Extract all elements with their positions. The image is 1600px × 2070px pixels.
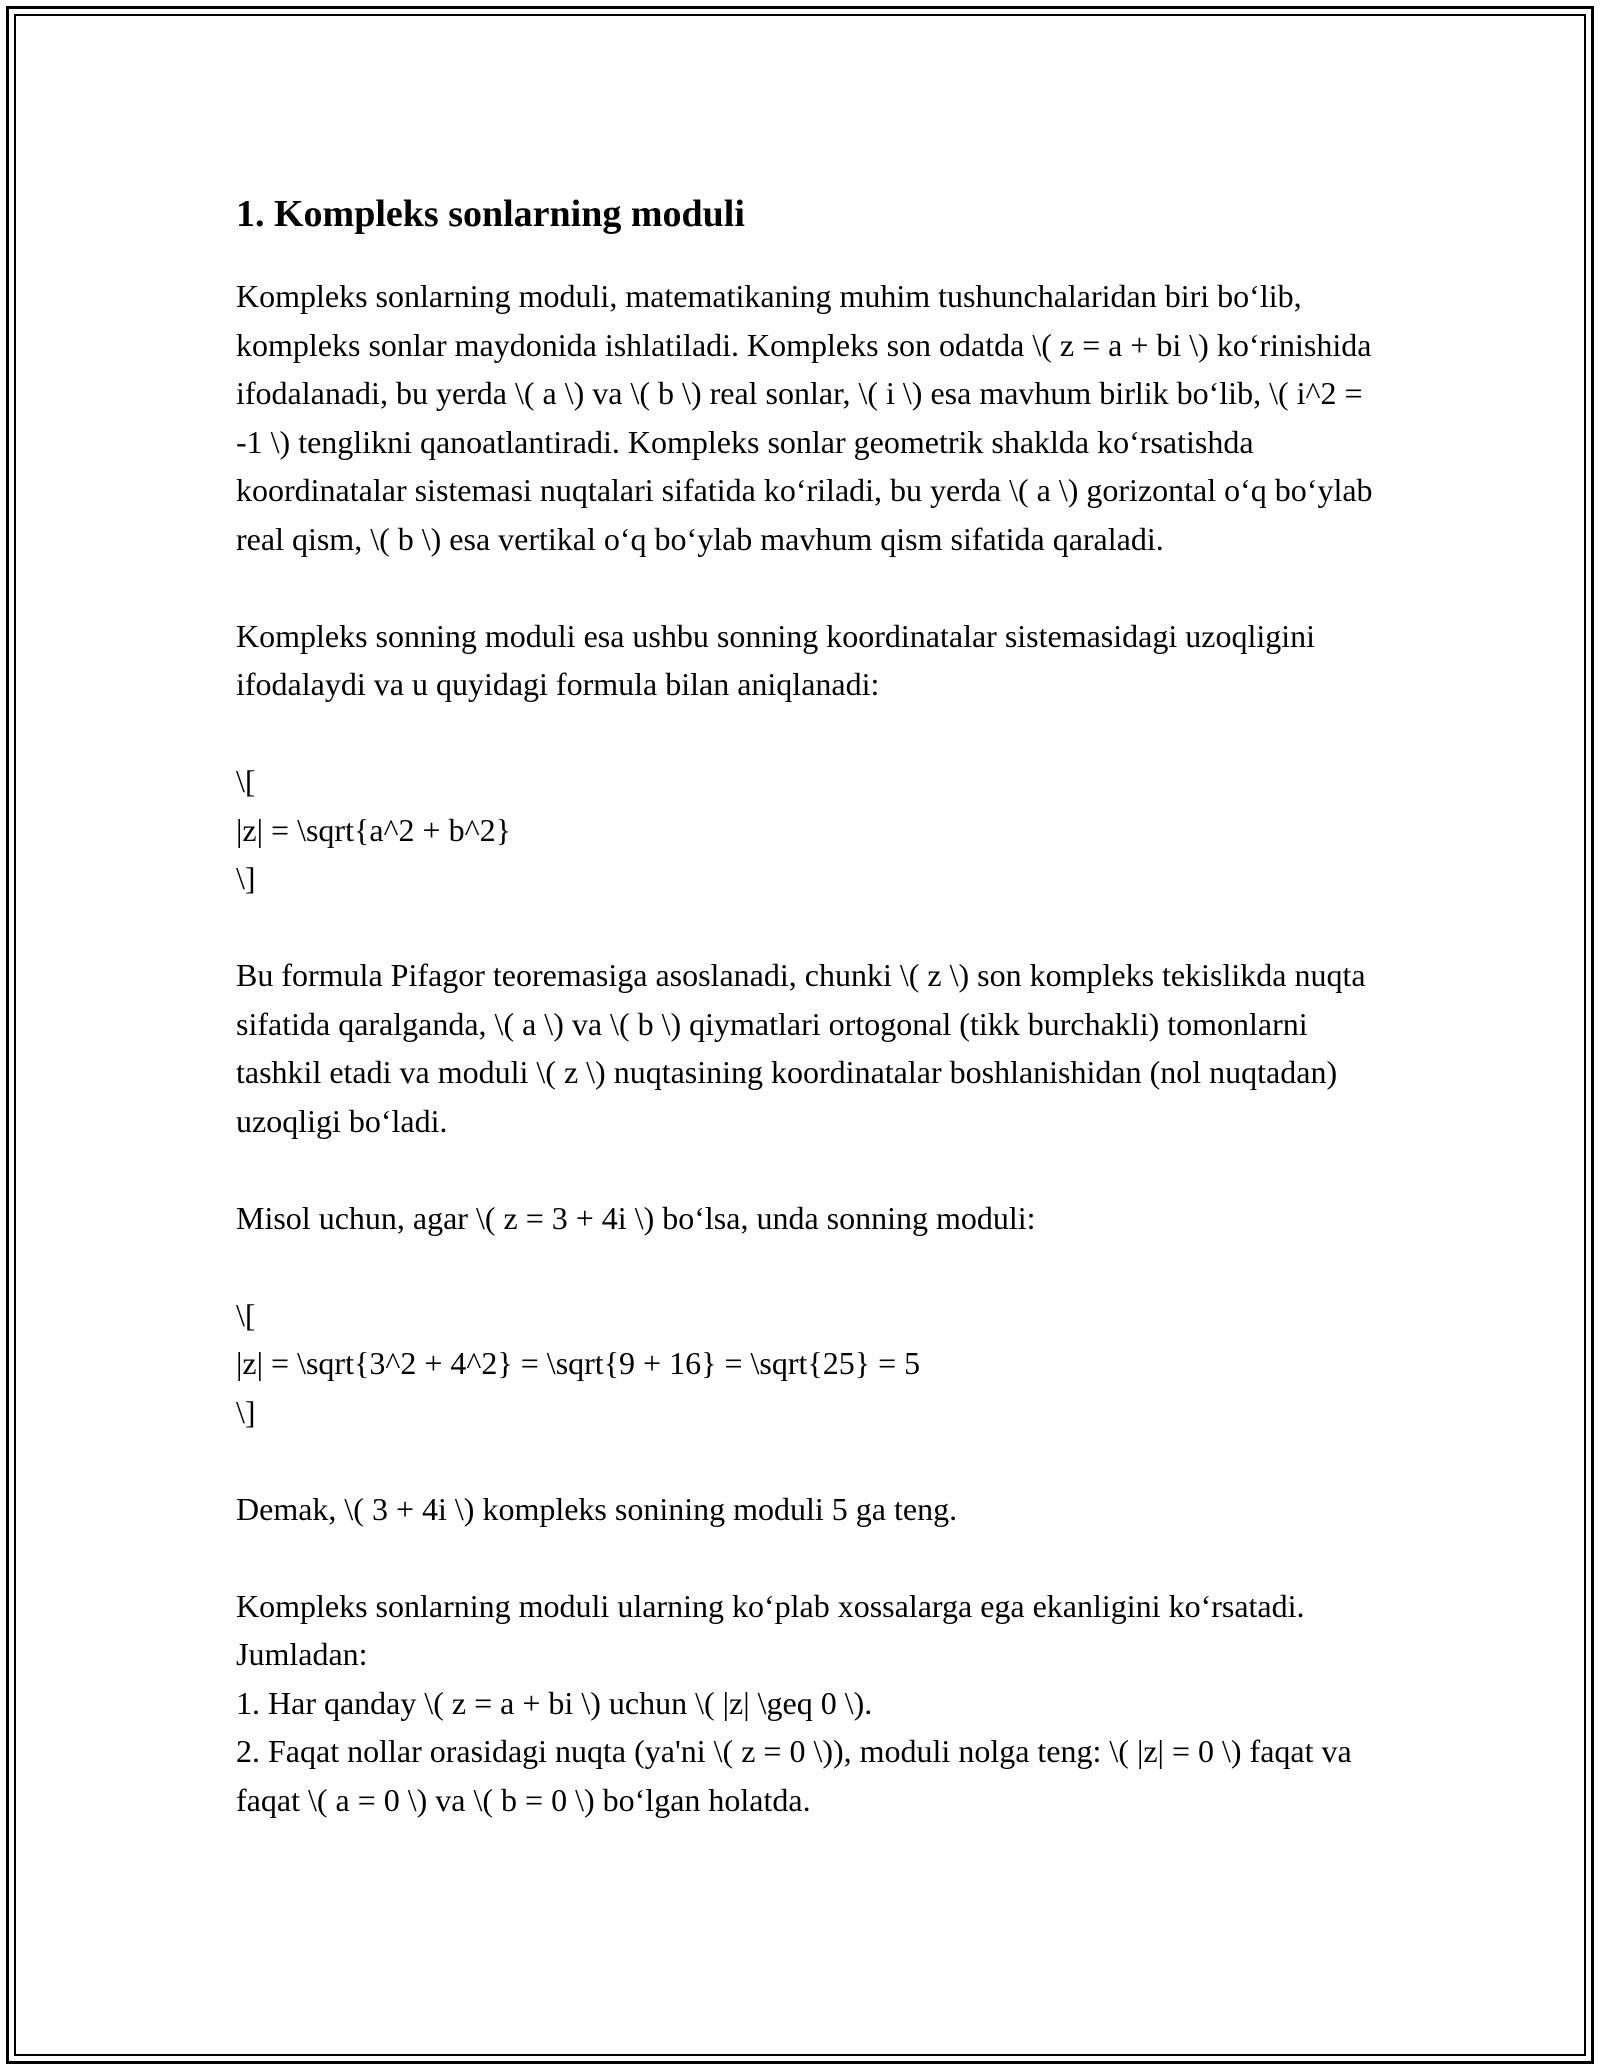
spacer [236, 1145, 1376, 1194]
spacer [236, 1436, 1376, 1485]
formula-line: \] [236, 860, 256, 896]
formula-line: \] [236, 1393, 256, 1430]
formula-modulus [236, 757, 1376, 903]
formula-line: \[ [236, 763, 256, 799]
document-body [236, 186, 1376, 1824]
list-item: 2. Faqat nollar orasidagi nuqta (ya'ni \( z = 0 \)), moduli nolga teng: \( |z| = 0 \) faqat va faqat \( a = 0 \) va \( b = 0 \) bo‘lgan holatda. [236, 1733, 1352, 1818]
paragraph-properties: Kompleks sonlarning moduli ularning ko‘plab xossalarga ega ekanligini ko‘rsatadi. Jumladan: [236, 1587, 1305, 1672]
section-heading: 1. Kompleks sonlarning moduli [236, 193, 745, 235]
paragraph-pythagoras: Bu formula Pifagor teoremasiga asoslanadi, chunki \( z \) son kompleks tekislikda nuqta sifatida qaralganda, \( a \) va \( b \) qiymatlari ortogonal (tikk burchakli) tomonlarni tashkil etadi va moduli \( z \) nuqtasining koordinatalar boshlanishidan (nol nuqtadan) uzoqligi bo‘ladi. [236, 957, 1366, 1139]
list-item: 1. Har qanday \( z = a + bi \) uchun \( |z| \geq 0 \). [236, 1684, 873, 1721]
spacer [236, 1533, 1376, 1582]
spacer [236, 1242, 1376, 1291]
paragraph-modulus-definition: Kompleks sonning moduli esa ushbu sonning koordinatalar sistemasidagi uzoqligini ifodalaydi va u quyidagi formula bilan aniqlanadi: [236, 617, 1315, 702]
spacer [236, 903, 1376, 952]
formula-line: |z| = \sqrt{a^2 + b^2} [236, 811, 511, 848]
spacer [236, 563, 1376, 612]
formula-line: \[ [236, 1296, 256, 1333]
paragraph-intro: Kompleks sonlarning moduli, matematikaning muhim tushunchalaridan biri bo‘lib, kompleks sonlar maydonida ishlatiladi. Kompleks son odatda \( z = a + bi \) ko‘rinishida ifodalanadi, bu yerda \( a \) va \( b \) real sonlar, \( i \) esa mavhum birlik bo‘lib, \( i^2 = -1 \) tenglikni qanoatlantiradi. Kompleks sonlar geometrik shakldа ko‘rsatishda koordinatalar sistemasi nuqtalari sifatida ko‘riladi, bu yerda \( a \) gorizontal o‘q bo‘ylab real qism, \( b \) esa vertikal o‘q bo‘ylab mavhum qism sifatida qaraladi. [236, 278, 1373, 557]
formula-line: |z| = \sqrt{3^2 + 4^2} = \sqrt{9 + 16} = \sqrt{25} = 5 [236, 1345, 921, 1381]
paragraph-conclusion: Demak, \( 3 + 4i \) kompleks sonining moduli 5 ga teng. [236, 1490, 958, 1527]
paragraph-example: Misol uchun, agar \( z = 3 + 4i \) bo‘lsa, unda sonning moduli: [236, 1199, 1036, 1236]
spacer [236, 709, 1376, 758]
formula-example [236, 1291, 1376, 1437]
